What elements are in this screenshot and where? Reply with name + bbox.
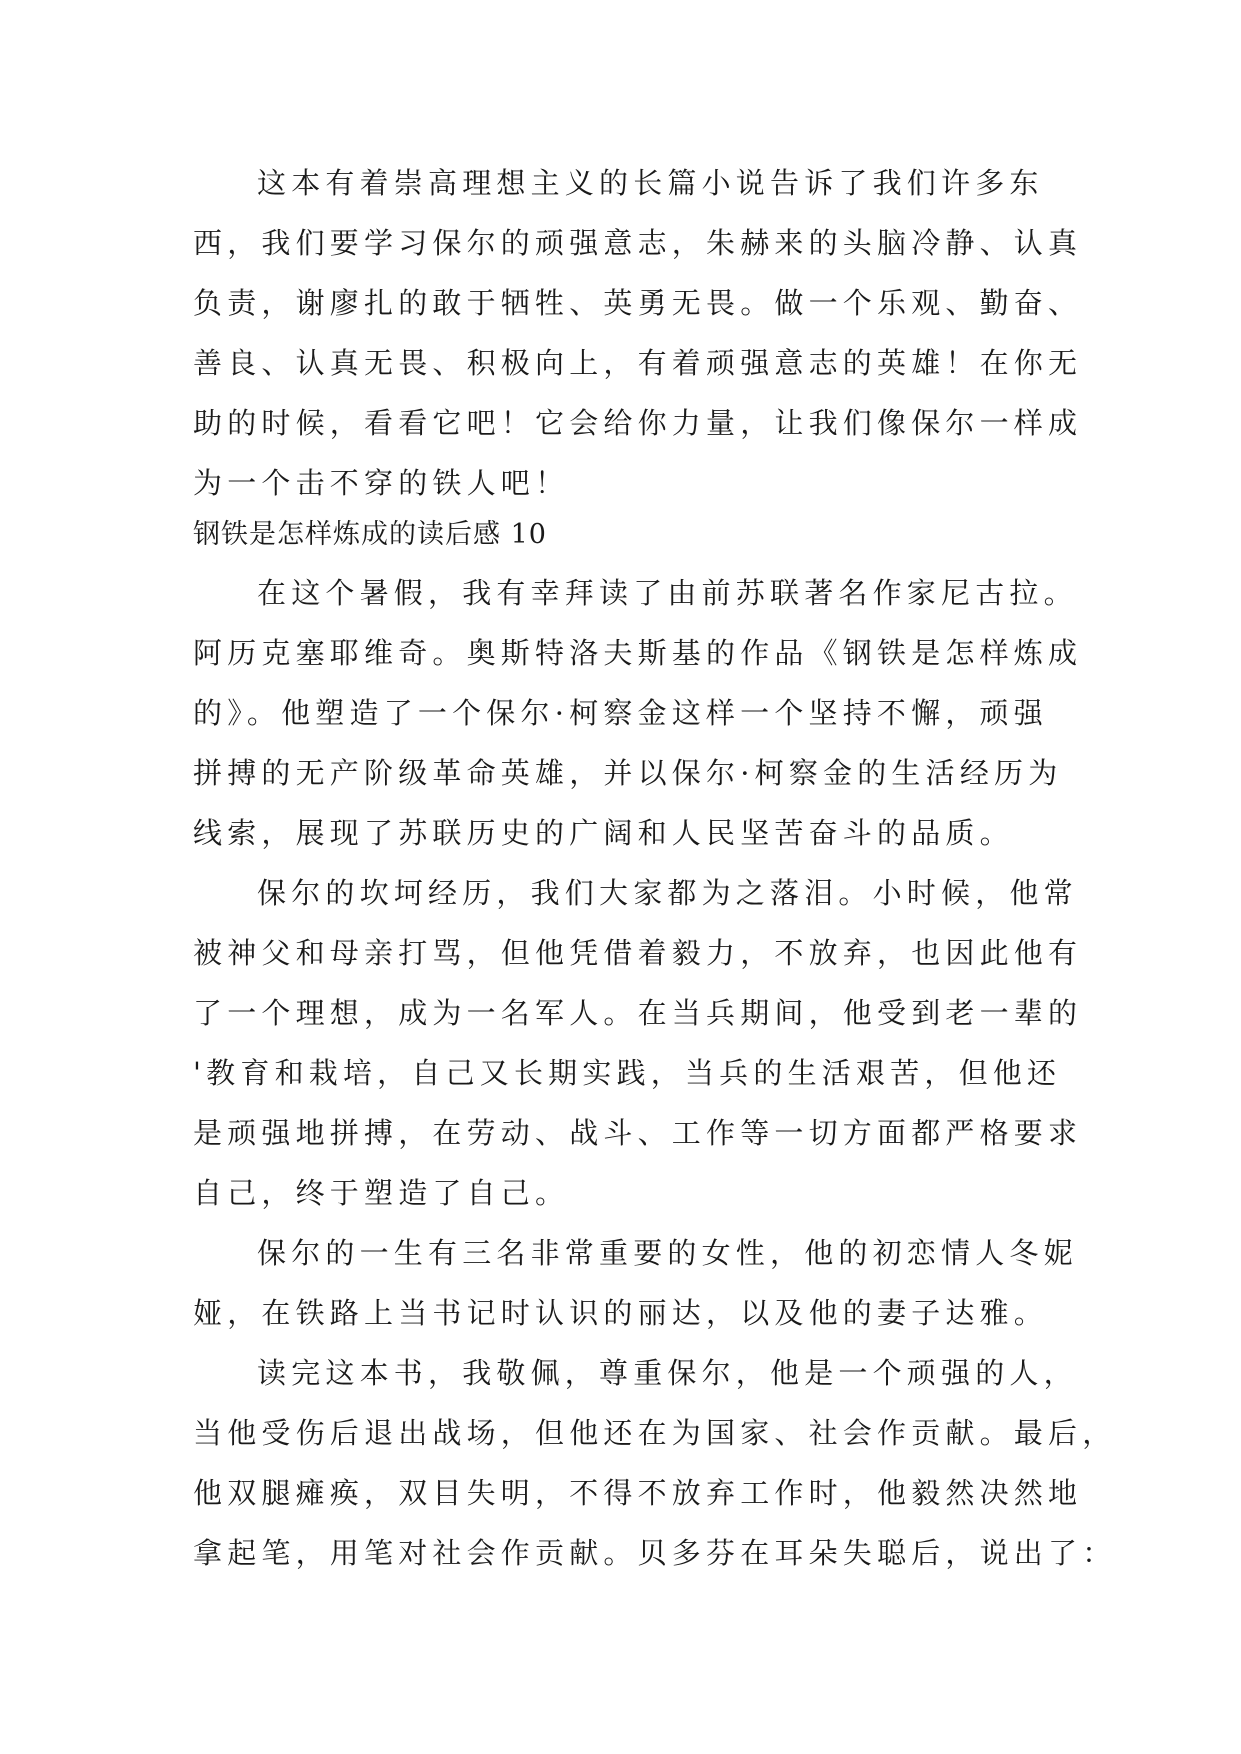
text-line: 被神父和母亲打骂，但他凭借着毅力，不放弃，也因此他有 bbox=[193, 936, 1083, 970]
text-line: '教育和栽培，自己又长期实践，当兵的生活艰苦，但他还 bbox=[193, 1056, 1062, 1090]
text-line: 是顽强地拼搏，在劳动、战斗、工作等一切方面都严格要求 bbox=[193, 1116, 1083, 1150]
text-line: 这本有着崇高理想主义的长篇小说告诉了我们许多东 bbox=[257, 166, 1044, 200]
text-line: 保尔的一生有三名非常重要的女性，他的初恋情人冬妮 bbox=[257, 1236, 1078, 1270]
text-line: 自己，终于塑造了自己。 bbox=[193, 1176, 570, 1210]
text-line: 助的时候，看看它吧！它会给你力量，让我们像保尔一样成 bbox=[193, 406, 1083, 440]
text-line: 拼搏的无产阶级革命英雄，并以保尔·柯察金的生活经历为 bbox=[193, 756, 1063, 790]
text-line: 线索，展现了苏联历史的广阔和人民坚苦奋斗的品质。 bbox=[193, 816, 1014, 850]
text-line: 了一个理想，成为一名军人。在当兵期间，他受到老一辈的 bbox=[193, 996, 1083, 1030]
text-line: 阿历克塞耶维奇。奥斯特洛夫斯基的作品《钢铁是怎样炼成 bbox=[193, 636, 1083, 670]
text-line: 保尔的坎坷经历，我们大家都为之落泪。小时候，他常 bbox=[257, 876, 1078, 910]
text-line: 西，我们要学习保尔的顽强意志，朱赫来的头脑冷静、认真 bbox=[193, 226, 1083, 260]
text-line: 娅，在铁路上当书记时认识的丽达，以及他的妻子达雅。 bbox=[193, 1296, 1049, 1330]
text-line: 善良、认真无畏、积极向上，有着顽强意志的英雄！在你无 bbox=[193, 346, 1083, 380]
text-line: 当他受伤后退出战场，但他还在为国家、社会作贡献。最后， bbox=[193, 1416, 1117, 1450]
text-line: 在这个暑假，我有幸拜读了由前苏联著名作家尼古拉。 bbox=[257, 576, 1078, 610]
text-line: 为一个击不穿的铁人吧！ bbox=[193, 466, 570, 500]
text-line: 负责，谢廖扎的敢于牺牲、英勇无畏。做一个乐观、勤奋、 bbox=[193, 286, 1083, 320]
text-line: 的》。他塑造了一个保尔·柯察金这样一个坚持不懈，顽强 bbox=[193, 696, 1048, 730]
section-heading: 钢铁是怎样炼成的读后感 10 bbox=[193, 519, 547, 550]
text-line: 他双腿瘫痪，双目失明，不得不放弃工作时，他毅然决然地 bbox=[193, 1476, 1083, 1510]
text-line: 读完这本书，我敬佩，尊重保尔，他是一个顽强的人， bbox=[257, 1356, 1078, 1390]
text-line: 拿起笔，用笔对社会作贡献。贝多芬在耳朵失聪后，说出了： bbox=[193, 1536, 1117, 1570]
